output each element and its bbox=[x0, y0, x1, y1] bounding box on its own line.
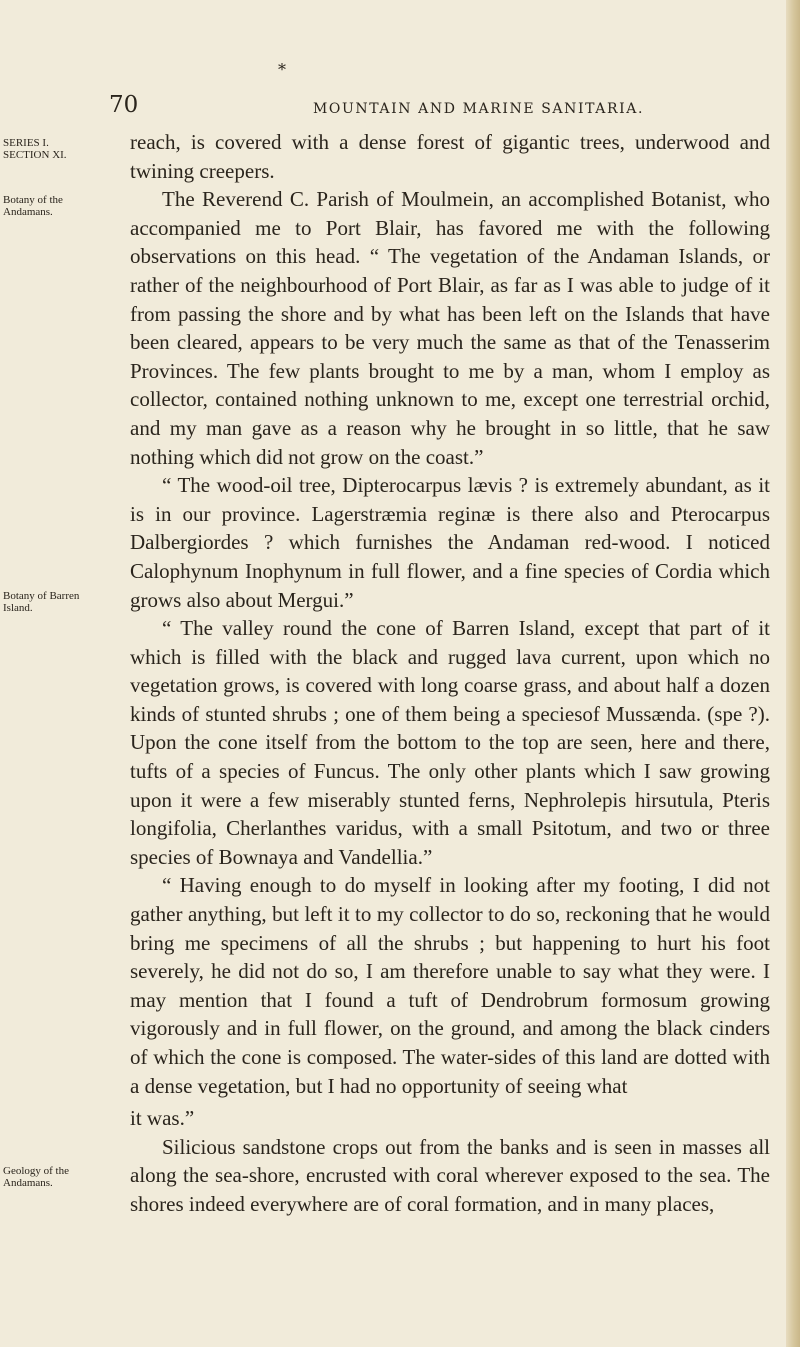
paragraph: reach, is covered with a dense forest of gigantic trees, underwood and twining creepers. bbox=[130, 130, 770, 183]
paragraph: The Reverend C. Parish of Moulmein, an accomplished Botanist, who accompanied me to Port Blair, has favored me with the following observations on this head. “ The vegetation of the Andaman Islands, or rather of the neighbourhood of Port Blair, as far as I was able to judge of it from passing the shore and by what has been left on the Islands that have been cleared, appears to be very much the same as that of the Tenasserim Provinces. The few plants brought to me by a man, whom I employ as collector, contained nothing unknown to me, except one terrestrial orchid, and my man gave as a reason why he brought in so little, that he saw nothing which did not grow on the coast.” bbox=[130, 187, 770, 469]
running-title: MOUNTAIN AND MARINE SANITARIA. bbox=[313, 101, 645, 117]
body-text bbox=[130, 128, 770, 1219]
margin-note-series bbox=[3, 137, 81, 161]
margin-note-geology-andamans: Geology of the Andamans. bbox=[3, 1165, 69, 1189]
margin-note-botany-barren-island: Botany of Barren Island. bbox=[3, 590, 80, 614]
paragraph: it was.” bbox=[130, 1106, 195, 1131]
asterisk-mark: * bbox=[278, 60, 286, 79]
page-number: 70 bbox=[109, 92, 139, 118]
margin-note-botany-andamans: Botany of the Andamans. bbox=[3, 194, 63, 218]
paragraph: “ Having enough to do myself in looking after my footing, I did not gather anything, but left it to my collector to do so, reckoning that he would bring me specimens of all the shrubs ; but happening to hurt his foot severely, he did not do so, I am therefore unable to say what they were. I may mention that I found a tuft of Dendrobrum formosum growing vigorously and in full flower, on the ground, and among the black cinders of which the cone is composed. The water-sides of this land are dotted with a dense vegetation, but I had no opportunity of seeing what bbox=[130, 873, 770, 1098]
paragraph: “ The wood-oil tree, Dipterocarpus lævis ? is extremely abundant, as it is in our province. Lagerstræmia reginæ is there also and Pterocarpus Dalbergiordes ? which furnishes the Andaman red-wood. I noticed Calophynum Inophynum in full flower, and a fine species of Cordia which grows also about Mergui.” bbox=[130, 473, 770, 612]
paragraph: Silicious sandstone crops out from the banks and is seen in masses all along the sea-shore, encrusted with coral wherever exposed to the sea. The shores indeed everywhere are of coral formation, and in many places, bbox=[130, 1134, 770, 1216]
series-label: SERIES I. bbox=[3, 137, 49, 149]
section-label: SECTION XI. bbox=[3, 149, 67, 161]
page-edge bbox=[786, 0, 800, 1347]
page-header bbox=[0, 92, 780, 122]
paragraph: “ The valley round the cone of Barren Island, except that part of it which is filled with the black and rugged lava current, upon which no vegetation grows, is covered with long coarse grass, and about half a dozen kinds of stunted shrubs ; one of them being a speciesof Mussænda. (spe ?). Upon the cone itself from the bottom to the top are seen, here and there, tufts of a species of Funcus. The only other plants which I saw growing upon it were a few miserably stunted ferns, Nephrolepis hirsutula, Pteris longifolia, Cherlanthes varidus, with a small Psitotum, and two or three species of Bownaya and Vandellia.” bbox=[130, 616, 770, 869]
